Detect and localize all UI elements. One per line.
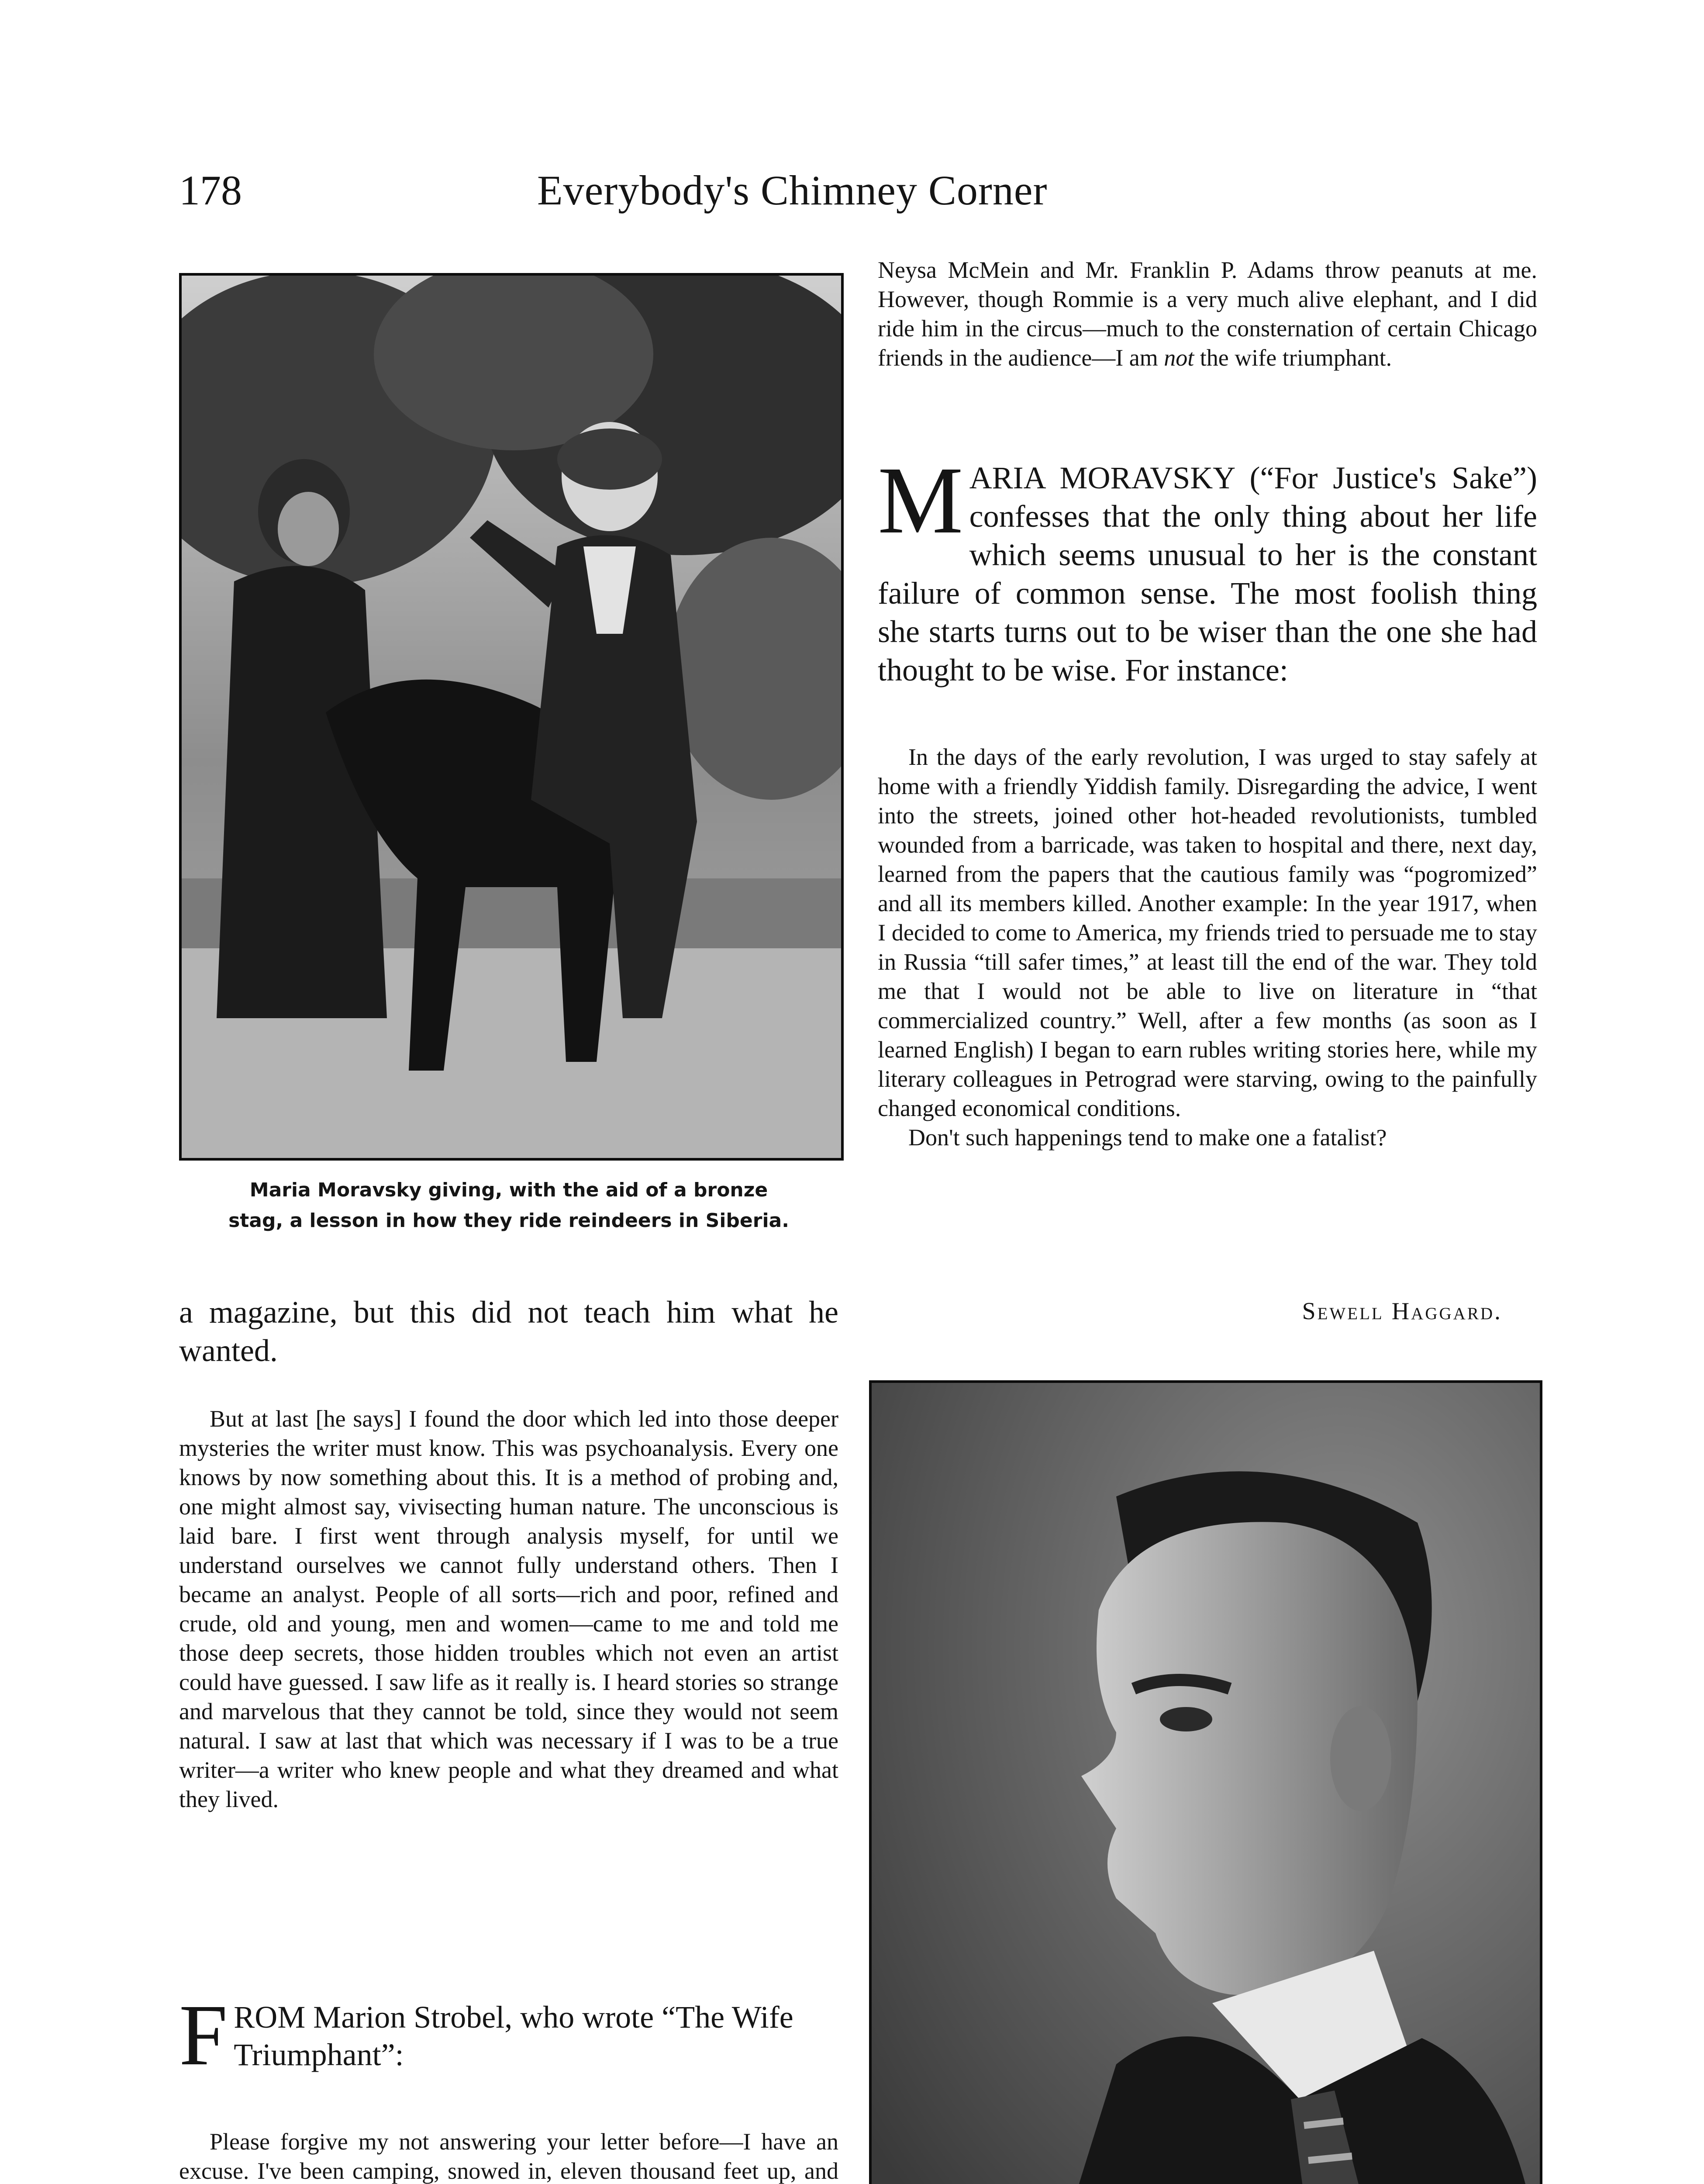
running-title: Everybody's Chimney Corner xyxy=(537,167,1048,214)
intro-paragraph: a magazine, but this did not teach him what he wanted. xyxy=(179,1295,838,1368)
quote-paragraph: But at last [he says] I found the door which led into those deeper mysteries the writer must know. This was psychoanalysis. Every one knows by now something about this. It is a method of probing and, one might almost say, vivisecting human nature. The unconscious is laid bare. I first went through analysis myself, for until we understand ourselves we cannot fully understand others. Then I became an analyst. People of all sorts—rich and poor, refined and crude, old and young, men and women—came to me and told me those deep secrets, those hidden troubles which not even an artist could have guessed. I saw life as it really is. I heard stories so strange and marvelous that they cannot be told, since they would not seem natural. I saw at last that which was necessary if I was to be a true writer—a writer who knew people and what they dreamed and what they lived. xyxy=(179,1406,838,1812)
drop-cap: M xyxy=(878,447,963,553)
left-intro xyxy=(179,1293,838,1370)
quote-paragraph: Please forgive my not answering your letter before—I have an excuse. I've been camping, snowed in, eleven thousand feet up, and xyxy=(179,2129,838,2184)
moravsky-lead-text: ARIA MORAVSKY (“For Justice's Sake”) confesses that the only thing about her life which seems unusual to her is the constant failure of common sense. The most foolish thing she starts turns out to be wiser than the one she had thought to be wise. For instance: xyxy=(878,460,1537,688)
strobel-heading xyxy=(179,1987,838,2084)
continued-text: Neysa McMein and Mr. Franklin P. Adams throw peanuts at me. However, though Rommie is a very much alive elephant, and I did ride him in the circus—much to the consternation of certain Chicago friends in the audience—I am xyxy=(878,257,1537,371)
oppenheim-quote xyxy=(179,1404,838,1814)
caption-line: stag, a lesson in how they ride reindeers in Siberia. xyxy=(228,1209,789,1232)
signature: Sewell Haggard. xyxy=(1302,1298,1502,1325)
photo-james-oppenheim-illustration xyxy=(872,1383,1540,2184)
page-number: 178 xyxy=(179,167,242,214)
photo-james-oppenheim xyxy=(869,1380,1542,2184)
photo-maria-moravsky-illustration xyxy=(182,276,841,1158)
photo-maria-moravsky-caption xyxy=(179,1175,838,1236)
moravsky-quote xyxy=(878,743,1537,1152)
drop-cap: F xyxy=(179,1987,228,2084)
moravsky-lead xyxy=(878,447,1537,689)
continued-text-end: the wife triumphant. xyxy=(1200,345,1392,371)
strobel-continued xyxy=(878,256,1537,373)
continued-paragraph xyxy=(878,256,1537,373)
quote-paragraph: Don't such happenings tend to make one a fatalist? xyxy=(908,1124,1387,1151)
caption-line: Maria Moravsky giving, with the aid of a bronze xyxy=(249,1179,768,1201)
strobel-quote xyxy=(179,2127,838,2184)
quote-paragraph: In the days of the early revolution, I was urged to stay safely at home with a friendly Yiddish family. Disregarding the advice, I went into the streets, joined other hot-headed revolutionists, tumbled wounded from a barricade, was taken to hospital and there, next day, learned from the papers that the cautious family was “pogromized” and all its members killed. Another example: In the year 1917, when I decided to come to America, my friends tried to persuade me to stay in Russia “till safer times,” at least till the end of the war. They told me that I would not be able to live on literature in “that commercialized country.” Well, after a few months (as soon as I learned English) I began to earn rubles writing stories here, while my literary colleagues in Petrograd were starving, owing to the painfully changed economical conditions. xyxy=(878,744,1537,1121)
strobel-heading-text: ROM Marion Strobel, who wrote “The Wife Triumphant”: xyxy=(234,2000,793,2072)
emphasis: not xyxy=(1164,345,1194,371)
photo-maria-moravsky xyxy=(179,273,844,1161)
